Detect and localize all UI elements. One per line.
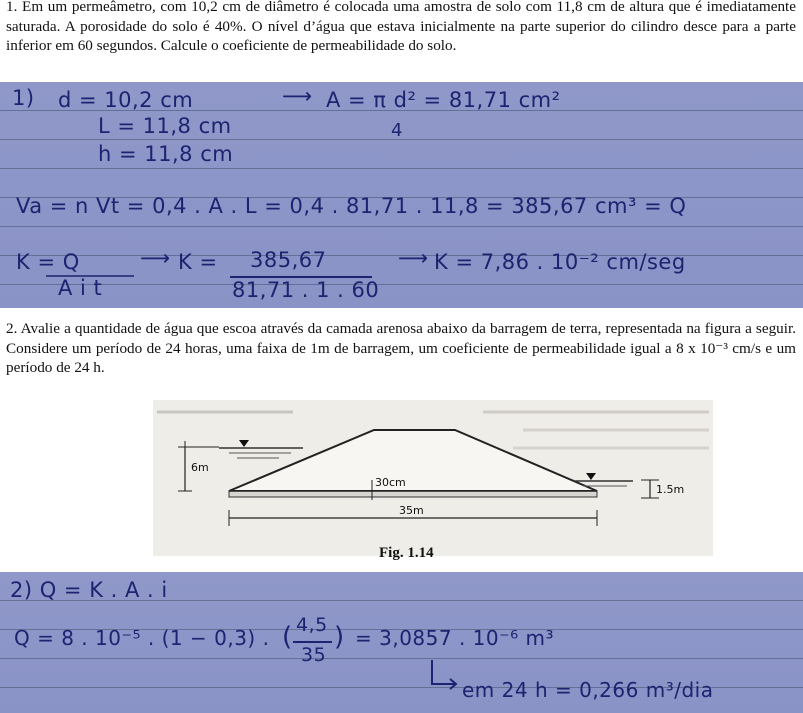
- label-30cm: 30cm: [375, 476, 406, 489]
- answer-1-result: K = 7,86 . 10⁻² cm/seg: [434, 250, 686, 274]
- answer-2-substitution: Q = 8 . 10⁻⁵ . (1 − 0,3) .: [14, 626, 270, 650]
- water-level-icon: [586, 473, 596, 480]
- arrow-icon: ⟶: [282, 84, 313, 108]
- answer-2-formula: 2) Q = K . A . i: [10, 578, 168, 602]
- answer-1-area-denominator: 4: [391, 120, 403, 141]
- answer-2-fraction-denominator: 35: [301, 644, 327, 666]
- answer-1-number: 1): [12, 86, 35, 110]
- arrow-icon: ⟶: [398, 246, 429, 270]
- answer-2-marks: [0, 572, 803, 713]
- answer-1-volume: Va = n Vt = 0,4 . A . L = 0,4 . 81,71 . 11,8 = 385,67 cm³ = Q: [16, 194, 687, 218]
- answer-1-area: A = π d² = 81,71 cm²: [326, 88, 561, 112]
- question-2-text: 2. Avalie a quantidade de água que escoa através da camada arenosa abaixo da barragem de terra, representada na figura a seguir. Considere um período de 24 horas, uma faixa de 1m de barragem, um coeficiente de permeabilidade igual a 8 x 10⁻³ cm/s e um período de 24 h.: [6, 320, 796, 376]
- dam-figure: [153, 400, 713, 556]
- answer-1-length: L = 11,8 cm: [98, 114, 232, 138]
- paren-open: (: [282, 622, 293, 652]
- answer-2-result: = 3,0857 . 10⁻⁶ m³: [355, 626, 555, 650]
- answer-1-fraction-denominator: 81,71 . 1 . 60: [232, 278, 380, 302]
- answer-1-k-denominator: A i t: [58, 276, 103, 300]
- answer-1-k-label: K =: [178, 250, 218, 274]
- label-35m: 35m: [399, 504, 424, 517]
- question-1-text: 1. Em um permeâmetro, com 10,2 cm de diâmetro é colocada uma amostra de solo com 11,8 cm de altura que é imediatamente saturada. A porosidade do solo é 40%. O nível d’água que estava inicialmente na parte superior do cilindro desce para a parte inferior em 60 segundos. Calcule o coeficiente de permeabilidade do solo.: [6, 0, 796, 54]
- answer-1-fraction-bars: [0, 82, 803, 308]
- answer-2-fraction-numerator: 4,5: [296, 614, 328, 636]
- answer-1-fraction-numerator: 385,67: [250, 248, 327, 272]
- arrow-icon: ⟶: [140, 246, 171, 270]
- label-1-5m: 1.5m: [656, 483, 685, 496]
- answer-1-k-numerator: K = Q: [16, 250, 80, 274]
- figure-caption: Fig. 1.14: [379, 545, 434, 561]
- answer-1-photo: [0, 82, 803, 308]
- answer-2-daily-result: em 24 h = 0,266 m³/dia: [462, 678, 714, 702]
- water-level-icon: [239, 440, 249, 447]
- label-6m: 6m: [191, 461, 209, 474]
- paren-close: ): [334, 622, 345, 652]
- answer-1-height: h = 11,8 cm: [98, 142, 234, 166]
- answer-2-photo: [0, 572, 803, 713]
- answer-1-diameter: d = 10,2 cm: [58, 88, 194, 112]
